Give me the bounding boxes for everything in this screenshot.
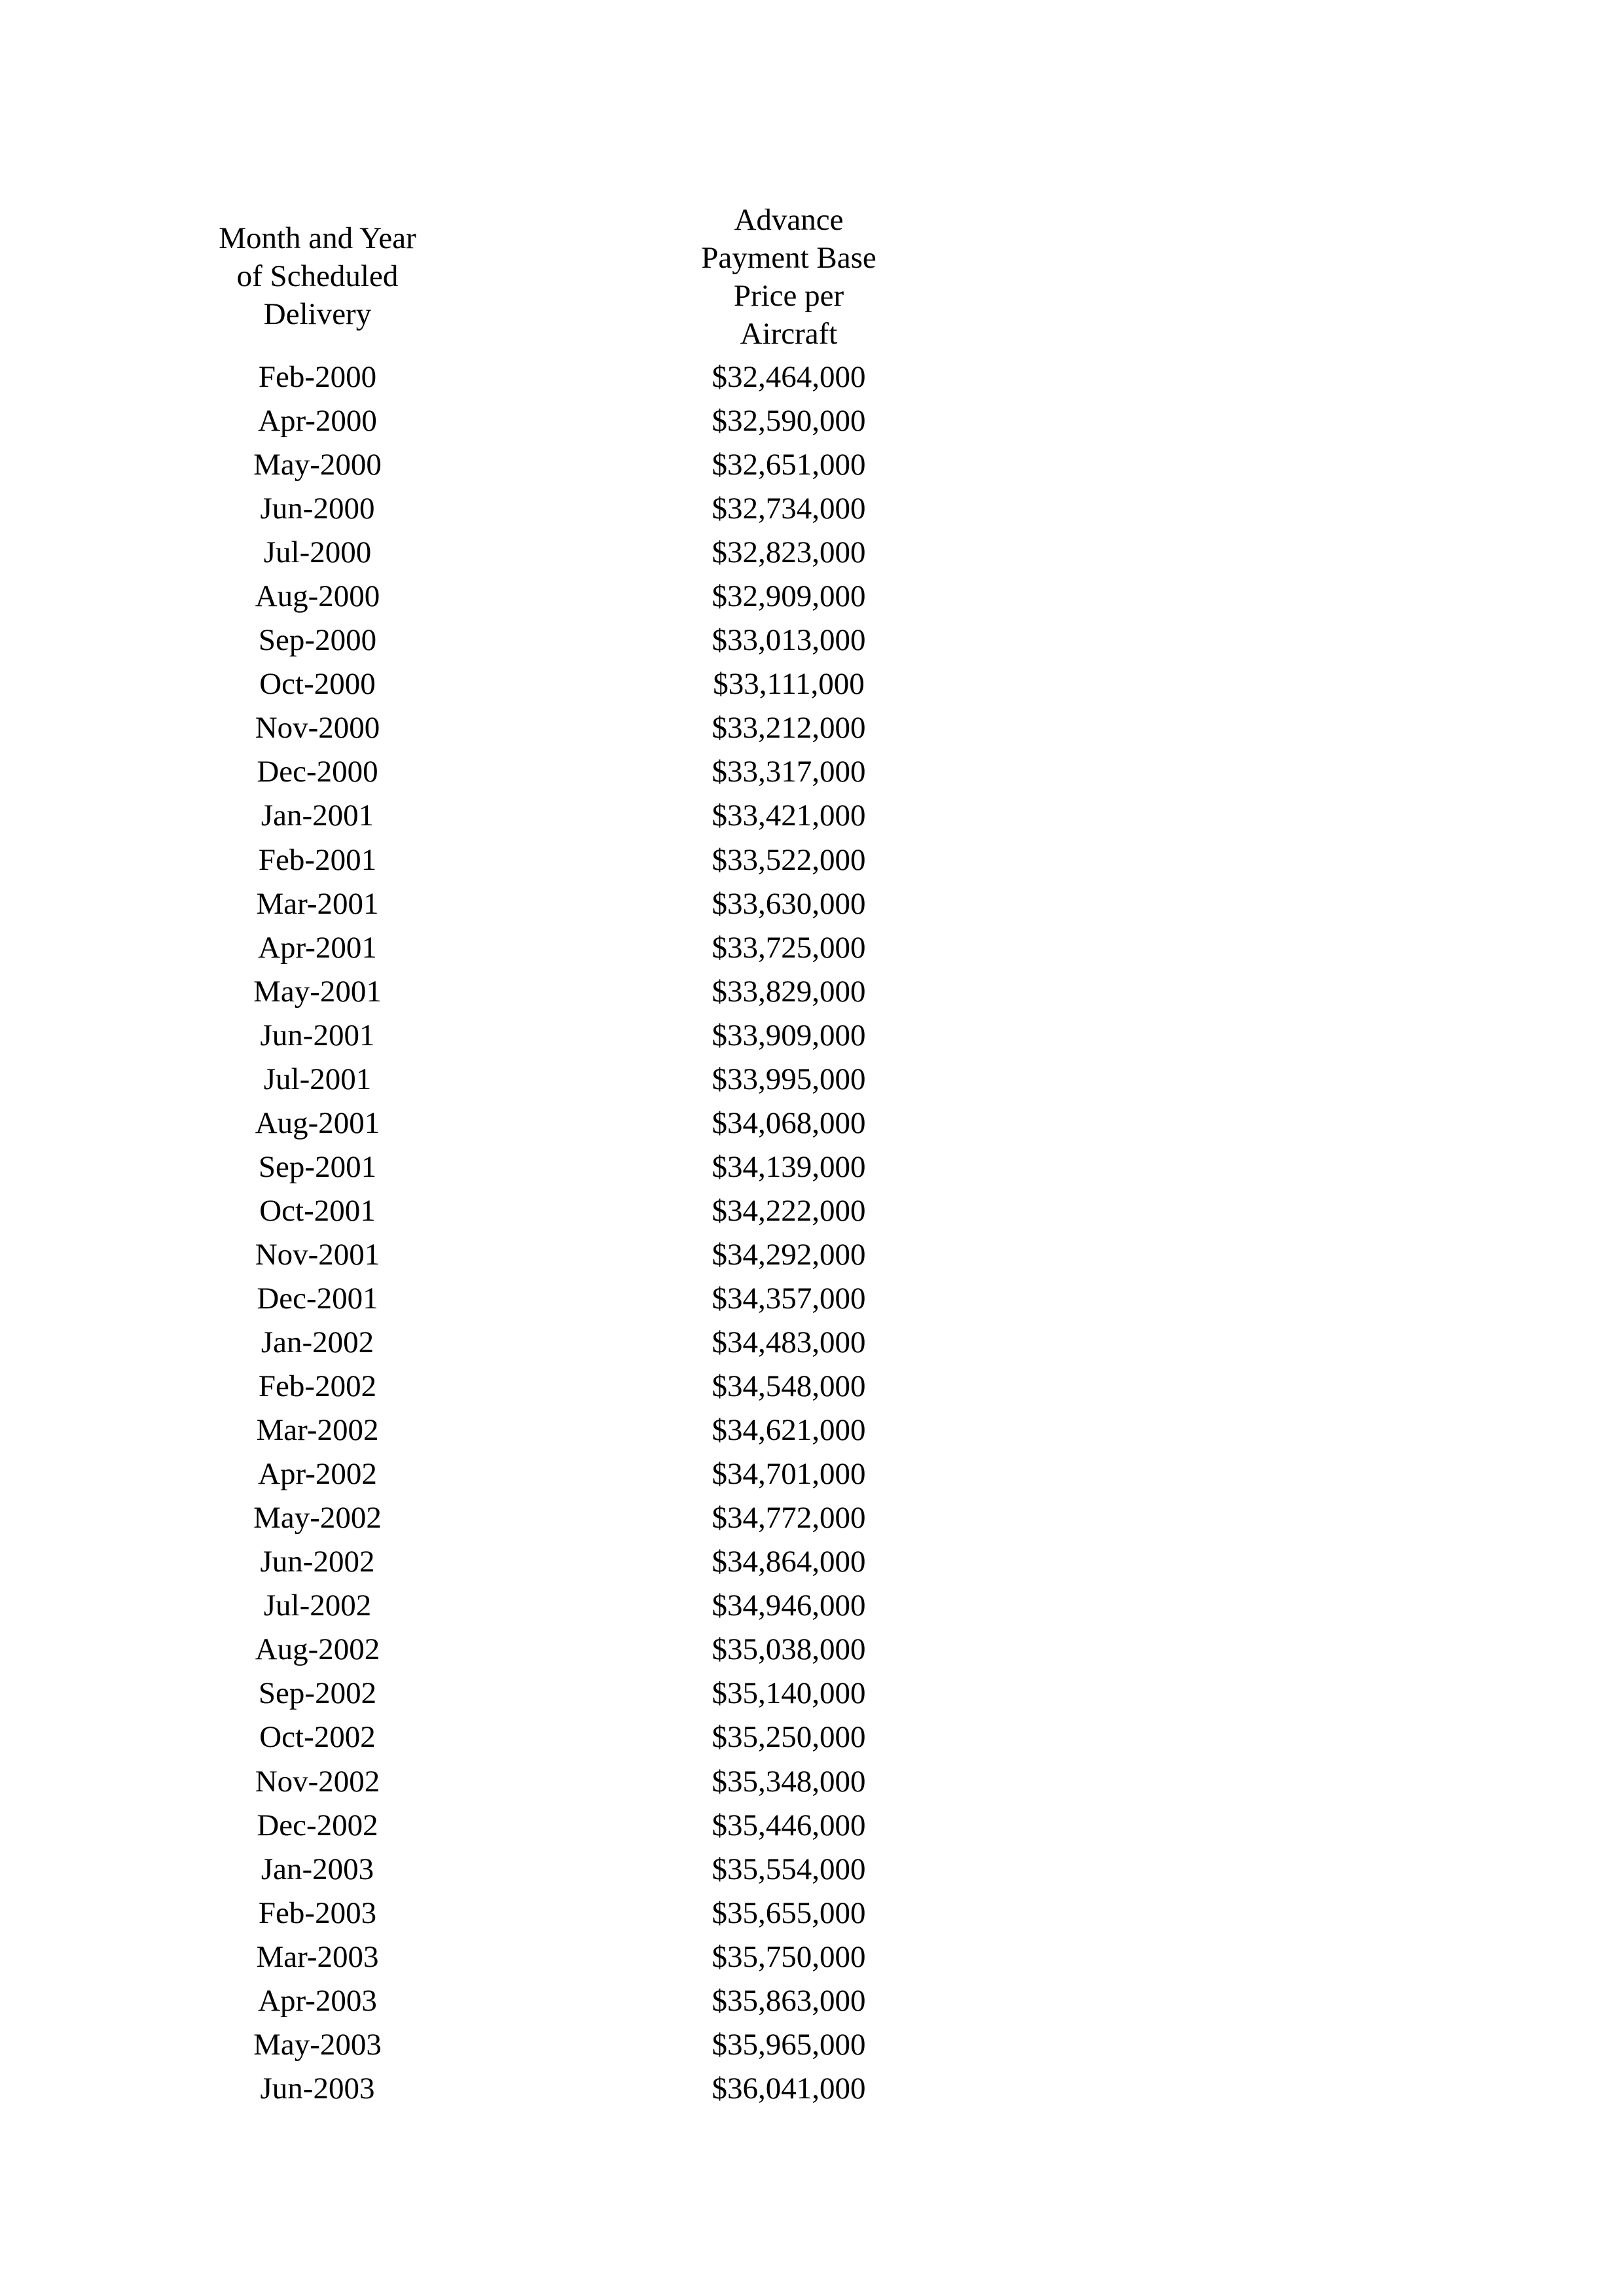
base-price-cell: $34,139,000 <box>712 1149 866 1184</box>
delivery-date-cell: Sep-2000 <box>258 623 377 658</box>
base-price-cell: $35,446,000 <box>712 1808 866 1842</box>
table-row <box>0 709 1624 753</box>
delivery-date-cell: Jul-2002 <box>263 1588 372 1623</box>
delivery-date-cell: Jul-2000 <box>263 535 372 570</box>
table-row <box>0 1938 1624 1982</box>
table-row <box>0 841 1624 885</box>
delivery-date-cell: Dec-2001 <box>257 1281 378 1316</box>
base-price-cell: $33,111,000 <box>713 667 865 702</box>
delivery-date-cell: Jun-2001 <box>260 1018 375 1052</box>
base-price-cell: $35,038,000 <box>712 1632 866 1667</box>
table-row <box>0 1674 1624 1718</box>
delivery-date-cell: May-2003 <box>253 2027 382 2062</box>
base-price-cell: $35,750,000 <box>712 1939 866 1974</box>
delivery-date-cell: Feb-2002 <box>258 1369 377 1404</box>
table-row <box>0 1806 1624 1850</box>
base-price-cell: $35,140,000 <box>712 1676 866 1711</box>
table-row <box>0 577 1624 621</box>
table-row <box>0 1060 1624 1104</box>
delivery-date-cell: May-2002 <box>253 1501 382 1535</box>
delivery-date-cell: Oct-2000 <box>259 667 376 702</box>
table-row <box>0 1323 1624 1367</box>
base-price-cell: $34,222,000 <box>712 1193 866 1228</box>
base-price-cell: $34,548,000 <box>712 1369 866 1404</box>
delivery-date-cell: Feb-2001 <box>258 842 377 877</box>
table-row <box>0 1850 1624 1894</box>
base-price-cell: $34,292,000 <box>712 1237 866 1272</box>
base-price-cell: $32,590,000 <box>712 404 866 439</box>
base-price-cell: $35,554,000 <box>712 1852 866 1886</box>
table-row <box>0 2026 1624 2070</box>
table-header <box>0 196 1624 360</box>
delivery-date-cell: Mar-2003 <box>256 1939 379 1974</box>
table-row <box>0 446 1624 490</box>
delivery-date-cell: Mar-2002 <box>256 1413 379 1448</box>
delivery-date-cell: Nov-2001 <box>255 1237 380 1272</box>
base-price-cell: $33,522,000 <box>712 842 866 877</box>
delivery-date-cell: Apr-2001 <box>258 930 377 965</box>
delivery-date-cell: Sep-2001 <box>258 1149 377 1184</box>
table-row <box>0 797 1624 840</box>
base-price-cell: $35,348,000 <box>712 1764 866 1799</box>
table-row <box>0 1192 1624 1236</box>
table-row <box>0 1104 1624 1148</box>
delivery-date-cell: Nov-2000 <box>255 711 380 745</box>
delivery-date-cell: Apr-2003 <box>258 1983 377 2018</box>
base-price-cell: $34,621,000 <box>712 1413 866 1448</box>
table-row <box>0 1543 1624 1587</box>
base-price-cell: $35,655,000 <box>712 1895 866 1930</box>
base-price-cell: $35,250,000 <box>712 1720 866 1755</box>
base-price-cell: $32,651,000 <box>712 448 866 482</box>
table-row <box>0 1894 1624 1938</box>
delivery-date-cell: May-2001 <box>253 974 382 1009</box>
table-row <box>0 402 1624 446</box>
base-price-cell: $34,483,000 <box>712 1325 866 1360</box>
table-row <box>0 1587 1624 1630</box>
delivery-date-cell: Aug-2001 <box>255 1105 380 1140</box>
delivery-date-cell: Oct-2001 <box>259 1193 376 1228</box>
base-price-cell: $34,701,000 <box>712 1457 866 1492</box>
base-price-cell: $33,630,000 <box>712 886 866 921</box>
delivery-date-cell: Nov-2002 <box>255 1764 380 1799</box>
table-row <box>0 929 1624 973</box>
table-row <box>0 358 1624 402</box>
base-price-cell: $34,946,000 <box>712 1588 866 1623</box>
base-price-cell: $32,823,000 <box>712 535 866 570</box>
table-row <box>0 621 1624 665</box>
delivery-date-cell: Jun-2003 <box>260 2071 375 2106</box>
delivery-date-cell: May-2000 <box>253 448 382 482</box>
table-row <box>0 1280 1624 1323</box>
table-row <box>0 1982 1624 2026</box>
base-price-cell: $33,725,000 <box>712 930 866 965</box>
base-price-cell: $34,864,000 <box>712 1545 866 1579</box>
base-price-cell: $33,995,000 <box>712 1062 866 1096</box>
delivery-date-column-header: Month and Year of Scheduled Delivery <box>219 221 416 331</box>
base-price-column-header: Advance Payment Base Price per Aircraft <box>701 203 876 351</box>
delivery-date-cell: Aug-2000 <box>255 579 380 614</box>
base-price-cell: $33,212,000 <box>712 711 866 745</box>
table-row <box>0 1455 1624 1499</box>
delivery-date-cell: Jun-2002 <box>260 1545 375 1579</box>
delivery-date-cell: Sep-2002 <box>258 1676 377 1711</box>
table-row <box>0 2070 1624 2113</box>
delivery-date-cell: Feb-2003 <box>258 1895 377 1930</box>
base-price-cell: $33,829,000 <box>712 974 866 1009</box>
base-price-cell: $35,965,000 <box>712 2027 866 2062</box>
table-row <box>0 973 1624 1016</box>
delivery-date-cell: Oct-2002 <box>259 1720 376 1755</box>
delivery-date-cell: Jun-2000 <box>260 492 375 526</box>
delivery-date-cell: Feb-2000 <box>258 360 377 394</box>
base-price-cell: $33,909,000 <box>712 1018 866 1052</box>
delivery-date-cell: Mar-2001 <box>256 886 379 921</box>
delivery-date-cell: Jan-2002 <box>261 1325 374 1360</box>
table-row <box>0 885 1624 929</box>
base-price-cell: $33,013,000 <box>712 623 866 658</box>
delivery-date-cell: Dec-2002 <box>257 1808 378 1842</box>
base-price-cell: $32,734,000 <box>712 492 866 526</box>
base-price-cell: $33,317,000 <box>712 755 866 789</box>
table-row <box>0 1411 1624 1455</box>
delivery-date-cell: Aug-2002 <box>255 1632 380 1667</box>
base-price-cell: $34,772,000 <box>712 1501 866 1535</box>
table-row <box>0 1499 1624 1543</box>
table-row <box>0 665 1624 709</box>
delivery-date-cell: Jan-2003 <box>261 1852 374 1886</box>
table-row <box>0 1763 1624 1806</box>
base-price-cell: $35,863,000 <box>712 1983 866 2018</box>
table-row <box>0 1718 1624 1762</box>
base-price-cell: $34,068,000 <box>712 1105 866 1140</box>
table-row <box>0 533 1624 577</box>
base-price-cell: $33,421,000 <box>712 798 866 833</box>
table-row <box>0 753 1624 797</box>
delivery-date-cell: Apr-2002 <box>258 1457 377 1492</box>
table-row <box>0 490 1624 533</box>
table-row <box>0 1016 1624 1060</box>
delivery-date-cell: Jan-2001 <box>261 798 374 833</box>
base-price-cell: $32,464,000 <box>712 360 866 394</box>
price-table-body <box>0 358 1624 2113</box>
table-row <box>0 1148 1624 1192</box>
base-price-cell: $36,041,000 <box>712 2071 866 2106</box>
base-price-cell: $34,357,000 <box>712 1281 866 1316</box>
delivery-date-cell: Dec-2000 <box>257 755 378 789</box>
table-row <box>0 1630 1624 1674</box>
base-price-cell: $32,909,000 <box>712 579 866 614</box>
delivery-date-cell: Apr-2000 <box>258 404 377 439</box>
delivery-date-cell: Jul-2001 <box>263 1062 372 1096</box>
table-row <box>0 1236 1624 1280</box>
table-row <box>0 1367 1624 1411</box>
